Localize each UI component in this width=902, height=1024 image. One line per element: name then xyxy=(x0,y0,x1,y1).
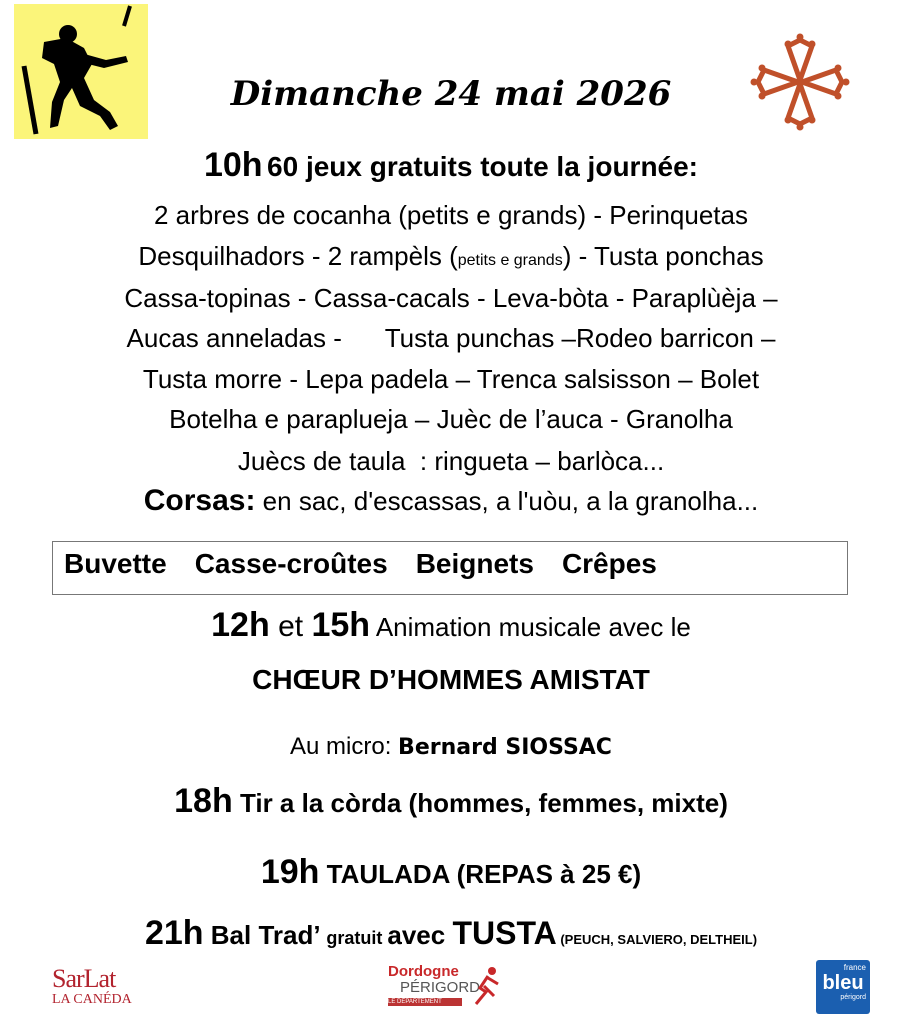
runner-figure-icon xyxy=(472,966,502,1008)
bal-text: Bal Trad’ xyxy=(203,920,327,950)
dordogne-name: Dordogne xyxy=(388,963,459,980)
food-item: Crêpes xyxy=(561,548,657,579)
games-line-7: Juècs de taula : ringueta – barlòca... xyxy=(237,446,665,476)
event-date: Dimanche 24 mai 2026 xyxy=(230,74,672,114)
music-and: et xyxy=(269,610,312,643)
france-bleu-logo xyxy=(816,960,870,1014)
corsas-text: en sac, d'escassas, a l'uòu, a la granolha... xyxy=(255,486,759,516)
illustration-logo xyxy=(14,4,148,139)
music-text: Animation musicale avec le xyxy=(370,612,691,642)
games-line-4: Aucas anneladas - Tusta punchas –Rodeo barricon – xyxy=(126,323,776,353)
sarlat-logo xyxy=(52,966,142,1010)
dordogne-tag: LE DÉPARTEMENT xyxy=(388,998,462,1006)
bal-band: TUSTA xyxy=(452,915,557,951)
morning-headline xyxy=(0,146,902,185)
taulada-time: 19h xyxy=(260,853,320,891)
bleu-sub: périgord xyxy=(840,994,866,1001)
games-line-6: Botelha e paraplueja – Juèc de l’auca - Granolha xyxy=(169,404,733,434)
micro-label: Au micro: xyxy=(290,733,399,760)
corsas-line xyxy=(0,486,902,516)
tir-line xyxy=(0,782,902,821)
runner-silhouette-icon xyxy=(14,4,148,139)
dordogne-logo xyxy=(388,964,504,1012)
games-line-2-small: petits e grands xyxy=(457,252,563,269)
games-line-2-b: ) - Tusta ponchas xyxy=(562,241,764,271)
food-items xyxy=(64,548,685,580)
taulada-text: TAULADA (REPAS à 25 €) xyxy=(319,859,642,889)
bleu-top: france xyxy=(843,963,866,972)
food-item: Buvette xyxy=(64,548,167,579)
games-line-2-a: Desquilhadors - 2 rampèls ( xyxy=(138,241,458,271)
music-line xyxy=(0,606,902,645)
sarlat-sub: LA CANÉDA xyxy=(52,992,132,1007)
micro-line xyxy=(0,733,902,761)
choir-name: CHŒUR D’HOMMES AMISTAT xyxy=(252,664,650,695)
sarlat-name: SarLat xyxy=(52,964,116,993)
dordogne-sub: PÉRIGORD xyxy=(400,979,481,996)
games-line-1: 2 arbres de cocanha (petits e grands) - Perinquetas xyxy=(153,200,748,230)
games-line-2 xyxy=(0,241,902,276)
bal-time: 21h xyxy=(144,914,204,952)
games-line-3: Cassa-topinas - Cassa-cacals - Leva-bòta - Paraplùèja – xyxy=(124,283,778,313)
tir-time: 18h xyxy=(174,782,233,820)
food-item: Casse-croûtes xyxy=(194,548,388,579)
morning-headline-text: 60 jeux gratuits toute la journée: xyxy=(267,151,699,182)
corsas-label: Corsas: xyxy=(143,484,256,517)
micro-name: Bernard SIOSSAC xyxy=(398,735,612,760)
bal-members: (PEUCH, SALVIERO, DELTHEIL) xyxy=(556,932,758,947)
music-time-2: 15h xyxy=(311,606,371,644)
occitan-cross-icon xyxy=(748,32,852,132)
bal-avec: avec xyxy=(387,920,453,950)
games-line-5: Tusta morre - Lepa padela – Trenca salsisson – Bolet xyxy=(142,364,760,394)
bal-line xyxy=(0,914,902,953)
food-item: Beignets xyxy=(415,548,534,579)
music-time-1: 12h xyxy=(211,606,270,644)
tir-text: Tir a la còrda (hommes, femmes, mixte) xyxy=(232,788,728,818)
morning-time: 10h xyxy=(203,146,263,184)
bleu-main: bleu xyxy=(822,972,864,994)
taulada-line xyxy=(0,853,902,892)
bal-gratuit: gratuit xyxy=(326,928,388,948)
